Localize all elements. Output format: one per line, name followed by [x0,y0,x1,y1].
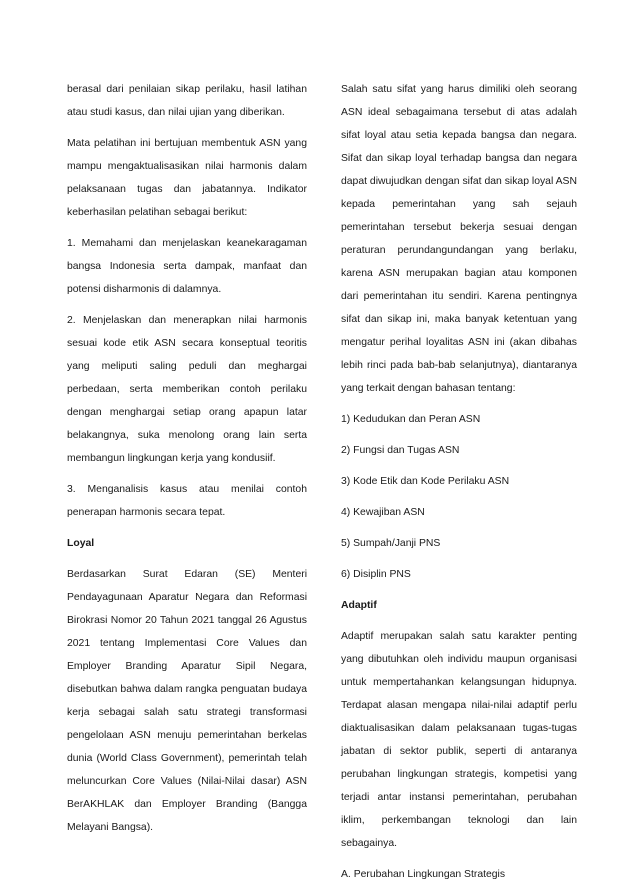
topic-item-3: 3) Kode Etik dan Kode Perilaku ASN [341,476,510,487]
loyal-paragraph: Berdasarkan Surat Edaran (SE) Menteri Pendayagunaan Aparatur Negara dan Reformasi Birokrasi Nomor 20 Tahun 2021 tanggal 26 Agustus 2021 tentang Implementasi Core Values dan Employer Branding Aparatur Sipil Negara, disebutkan bahwa dalam rangka penguatan budaya kerja sebagai salah satu strategi transformasi pengelolaan ASN menuju pemerintahan berkelas dunia (World Class Government), pemerintah telah meluncurkan Core Values (Nilai-Nilai dasar) ASN BerAKHLAK dan Employer Branding (Bangga Melayani Bangsa). [67,569,307,833]
indicator-3-paragraph: 3. Menganalisis kasus atau menilai contoh penerapan harmonis secara tepat. [67,484,307,518]
goal-paragraph: Mata pelatihan ini bertujuan membentuk ASN yang mampu mengaktualisasikan nilai harmonis dalam pelaksanaan tugas dan jabatannya. Indikator keberhasilan pelatihan sebagai berikut: [67,138,307,218]
loyal-continued-paragraph: Salah satu sifat yang harus dimiliki oleh seorang ASN ideal sebagaimana tersebut di atas adalah sifat loyal atau setia kepada bangsa dan negara. Sifat dan sikap loyal terhadap bangsa dan negara dapat diwujudkan dengan sifat dan sikap loyal ASN kepada pemerintahan yang sah sejauh pemerintahan tersebut bekerja sesuai dengan peraturan perundangundangan yang berlaku, karena ASN merupakan bagian atau komponen dari pemerintahan itu sendiri. Karena pentingnya sifat dan sikap ini, maka banyak ketentuan yang mengatur perihal loyalitas ASN ini (akan dibahas lebih rinci pada bab-bab selanjutnya), diantaranya yang terkait dengan bahasan tentang: [341,84,577,394]
topic-item-5: 5) Sumpah/Janji PNS [341,538,441,549]
adaptif-paragraph: Adaptif merupakan salah satu karakter penting yang dibutuhkan oleh individu maupun organisasi untuk mempertahankan kelangsungan hidupnya. Terdapat alasan mengapa nilai-nilai adaptif perlu diaktualisasikan dalam pelaksanaan tugas-tugas jabatan di sektor publik, seperti di antaranya perubahan lingkungan strategis, kompetisi yang terjadi antar instansi pemerintahan, perubahan iklim, perkembangan teknologi dan lain sebagainya. [341,631,577,849]
loyal-heading: Loyal [67,538,95,549]
indicator-2-paragraph: 2. Menjelaskan dan menerapkan nilai harmonis sesuai kode etik ASN secara konseptual teoritis yang meliputi saling peduli dan meghargai perbedaan, serta memberikan contoh perilaku dengan menghargai setiap orang apapun latar belakangnya, suka menolong orang lain serta membangun lingkungan kerja yang kondusiif. [67,315,307,464]
left-column [67,78,307,847]
topic-item-1: 1) Kedudukan dan Peran ASN [341,414,481,425]
subheading-strategic-change: A. Perubahan Lingkungan Strategis [341,869,506,880]
topic-item-4: 4) Kewajiban ASN [341,507,425,518]
adaptif-heading: Adaptif [341,600,377,611]
right-column [341,78,577,894]
topic-item-6: 6) Disiplin PNS [341,569,411,580]
intro-paragraph: berasal dari penilaian sikap perilaku, hasil latihan atau studi kasus, dan nilai ujian yang diberikan. [67,84,307,118]
topic-item-2: 2) Fungsi dan Tugas ASN [341,445,460,456]
indicator-1-paragraph: 1. Memahami dan menjelaskan keanekaragaman bangsa Indonesia serta dampak, manfaat dan potensi disharmonis di dalamnya. [67,238,307,295]
